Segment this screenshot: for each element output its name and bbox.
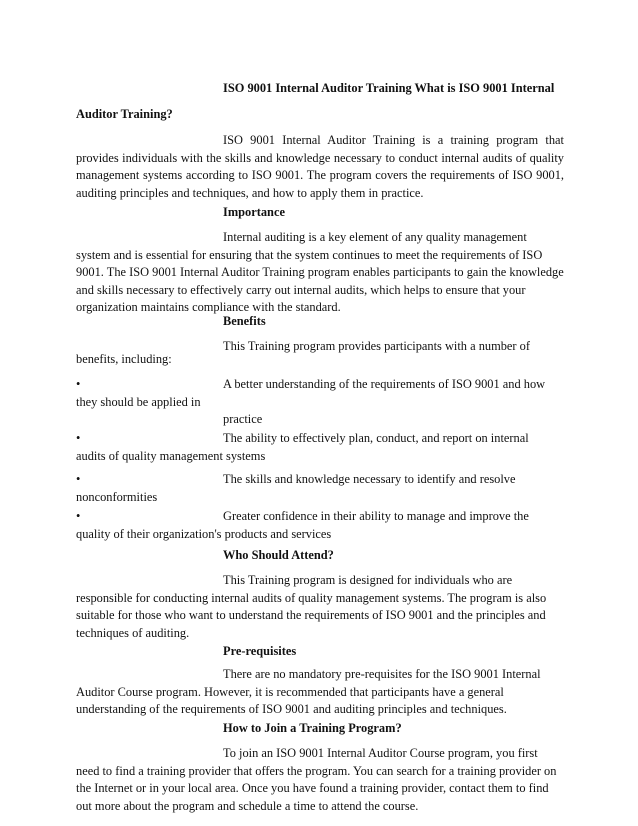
prereq-paragraph: There are no mandatory pre-requisites for the ISO 9001 Internal Auditor Course program. However, it is recommended that participants have a general understanding of the requirements of ISO 9001 and auditing principles and techniques.	[76, 667, 541, 717]
benefits-intro-line-2: benefits, including:	[76, 352, 172, 366]
benefit-item-2-line-1: The ability to effectively plan, conduct, and report on internal	[223, 431, 529, 445]
document-title-line-2: Auditor Training?	[76, 107, 173, 121]
benefit-item-4-line-1: Greater confidence in their ability to manage and improve the	[223, 509, 529, 523]
benefit-item-1-line-2: they should be applied in	[76, 394, 201, 409]
intro-paragraph: ISO 9001 Internal Auditor Training is a training program that provides individuals with the skills and knowledge necessary to conduct internal audits of quality management systems according to ISO 9001. The program covers the requirements of ISO 9001, auditing principles and techniques, and how to apply them in practice.	[76, 133, 564, 200]
benefit-item-3	[76, 471, 564, 506]
bullet-icon: •	[76, 472, 81, 486]
who-heading: Who Should Attend?	[223, 548, 334, 562]
join-paragraph: To join an ISO 9001 Internal Auditor Course program, you first need to find a training provider that offers the program. You can search for a training provider on the Internet or in your local area. Once you have found a training provider, contact them to find out more about the program and schedule a time to attend the course.	[76, 746, 557, 813]
benefit-item-3-line-1: The skills and knowledge necessary to identify and resolve	[223, 472, 516, 486]
who-paragraph: This Training program is designed for individuals who are responsible for conducting internal audits of quality management systems. The program is also suitable for those who want to understand the requirements of ISO 9001 and the principles and techniques of auditing.	[76, 573, 547, 640]
benefit-item-3-line-2: nonconformities	[76, 489, 158, 504]
bullet-icon: •	[76, 377, 81, 391]
benefit-item-2-line-2: audits of quality management systems	[76, 448, 266, 463]
benefit-item-4	[76, 508, 564, 543]
bullet-icon: •	[76, 509, 81, 523]
benefit-item-4-line-2: quality of their organization's products and services	[76, 526, 332, 541]
benefits-heading: Benefits	[223, 314, 266, 328]
benefit-item-2	[76, 430, 564, 465]
benefits-intro-line-1: This Training program provides participants with a number of	[223, 339, 530, 353]
prereq-heading: Pre-requisites	[223, 644, 297, 658]
importance-heading: Importance	[223, 205, 285, 219]
bullet-icon: •	[76, 431, 81, 445]
benefit-item-1-line-3: practice	[223, 412, 263, 427]
benefit-item-1	[76, 376, 564, 429]
benefit-item-1-line-1: A better understanding of the requirements of ISO 9001 and how	[223, 377, 546, 391]
document-title-line-1: ISO 9001 Internal Auditor Training What is ISO 9001 Internal	[223, 81, 555, 95]
join-heading: How to Join a Training Program?	[223, 721, 402, 735]
importance-paragraph: Internal auditing is a key element of any quality management system and is essential for ensuring that the system continues to meet the requirements of ISO 9001. The ISO 9001 Internal Auditor Training program enables participants to gain the knowledge and skills necessary to effectively carry out internal audits, which helps to ensure that your organization maintains compliance with the standard.	[76, 230, 564, 315]
